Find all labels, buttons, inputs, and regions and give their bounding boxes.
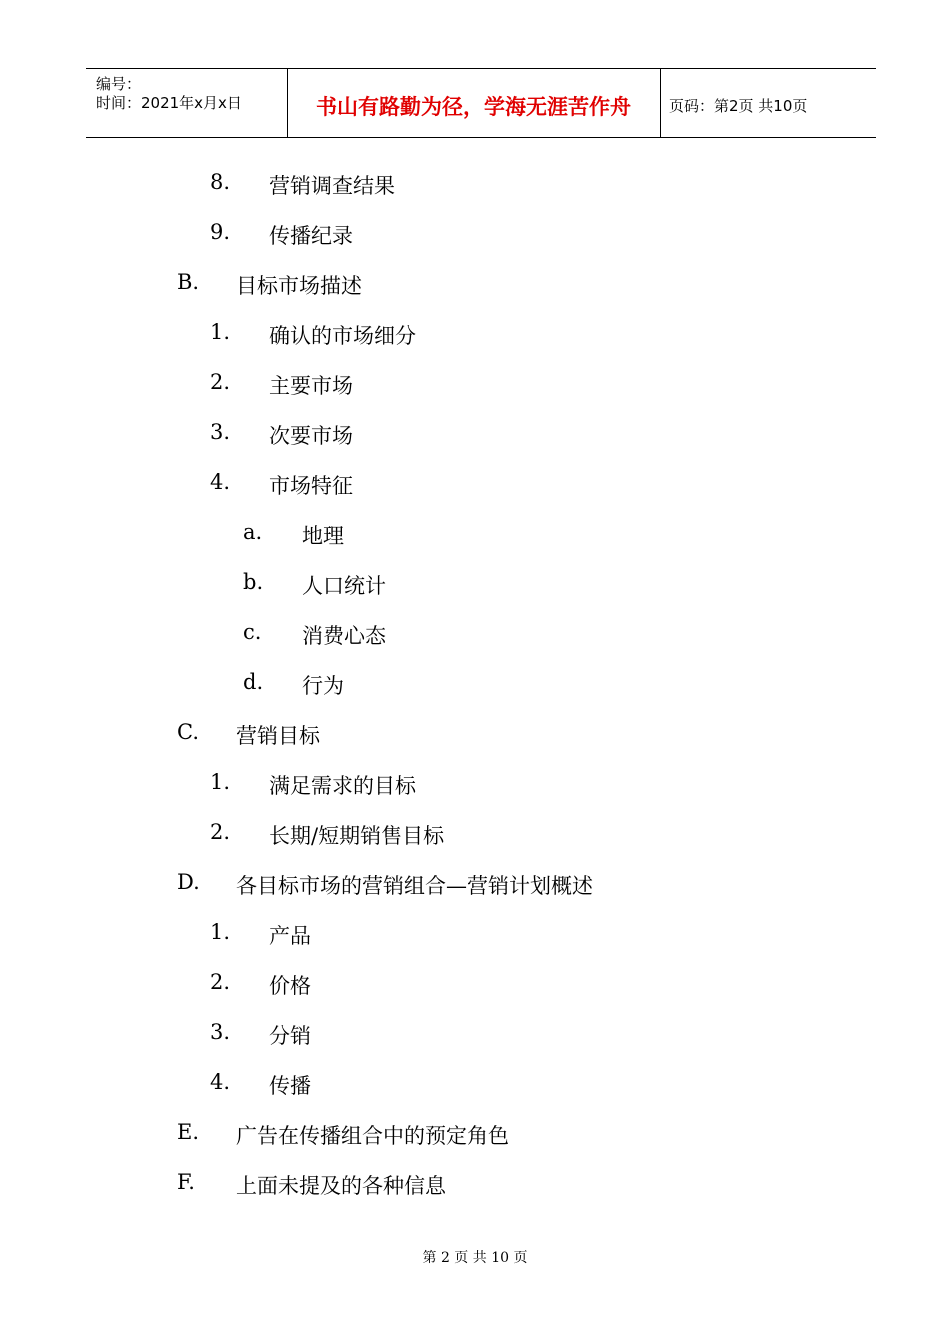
outline-item-marker: 1.: [210, 770, 231, 794]
outline-item-text: 传播纪录: [269, 224, 353, 248]
outline-subitem-marker: a.: [243, 520, 263, 544]
outline-subitem-marker: c.: [243, 620, 262, 644]
outline-section-marker: B.: [177, 270, 200, 294]
outline-item-marker: 1.: [210, 920, 231, 944]
outline-item-marker: 2.: [210, 970, 231, 994]
header-motto: 书山有路勤为径，学海无涯苦作舟: [316, 95, 631, 119]
outline-section-marker: F.: [177, 1170, 195, 1194]
outline-item-marker: 4.: [210, 1070, 231, 1094]
outline-item-marker: 2.: [210, 370, 231, 394]
outline-item-marker: 3.: [210, 1020, 231, 1044]
outline-section-marker: C.: [177, 720, 199, 744]
outline-item-text: 满足需求的目标: [269, 774, 416, 798]
outline-section-title: 广告在传播组合中的预定角色: [236, 1124, 509, 1148]
outline-section-title: 上面未提及的各种信息: [236, 1174, 446, 1198]
outline-subitem-text: 地理: [302, 524, 344, 548]
outline-item-text: 营销调查结果: [269, 174, 395, 198]
outline-section-title: 各目标市场的营销组合—营销计划概述: [236, 874, 593, 898]
outline-item-text: 长期/短期销售目标: [269, 824, 445, 848]
document-header: [86, 68, 876, 138]
header-info-cell: [86, 69, 288, 137]
header-page-number: 页码：第2页 共10页: [669, 97, 808, 115]
header-motto-cell: [287, 69, 661, 137]
document-number-label: 编号：: [96, 75, 142, 93]
outline-subitem-marker: d.: [243, 670, 264, 694]
outline-item-text: 市场特征: [269, 474, 353, 498]
footer-page-number: 第 2 页 共 10 页: [422, 1250, 528, 1266]
outline-subitem-text: 行为: [302, 674, 344, 698]
outline-item-text: 传播: [269, 1074, 311, 1098]
outline-item-text: 价格: [269, 974, 311, 998]
page-footer: [0, 1247, 950, 1267]
outline-section-marker: E.: [177, 1120, 200, 1144]
outline-item-text: 分销: [269, 1024, 311, 1048]
outline-item-marker: 3.: [210, 420, 231, 444]
outline-item-marker: 9.: [210, 220, 231, 244]
outline-item-text: 确认的市场细分: [269, 324, 416, 348]
outline-section-title: 目标市场描述: [236, 274, 362, 298]
outline-item-marker: 1.: [210, 320, 231, 344]
outline-item-text: 主要市场: [269, 374, 353, 398]
outline-item-marker: 8.: [210, 170, 231, 194]
outline-section-marker: D.: [177, 870, 200, 894]
document-time-label: 时间：2021年x月x日: [96, 94, 242, 112]
outline-item-text: 次要市场: [269, 424, 353, 448]
header-page-cell: [661, 69, 876, 137]
outline-item-marker: 2.: [210, 820, 231, 844]
outline-item-text: 产品: [269, 924, 311, 948]
outline-subitem-text: 消费心态: [302, 624, 386, 648]
outline-subitem-marker: b.: [243, 570, 264, 594]
outline-subitem-text: 人口统计: [302, 574, 386, 598]
outline-item-marker: 4.: [210, 470, 231, 494]
outline-section-title: 营销目标: [236, 724, 320, 748]
